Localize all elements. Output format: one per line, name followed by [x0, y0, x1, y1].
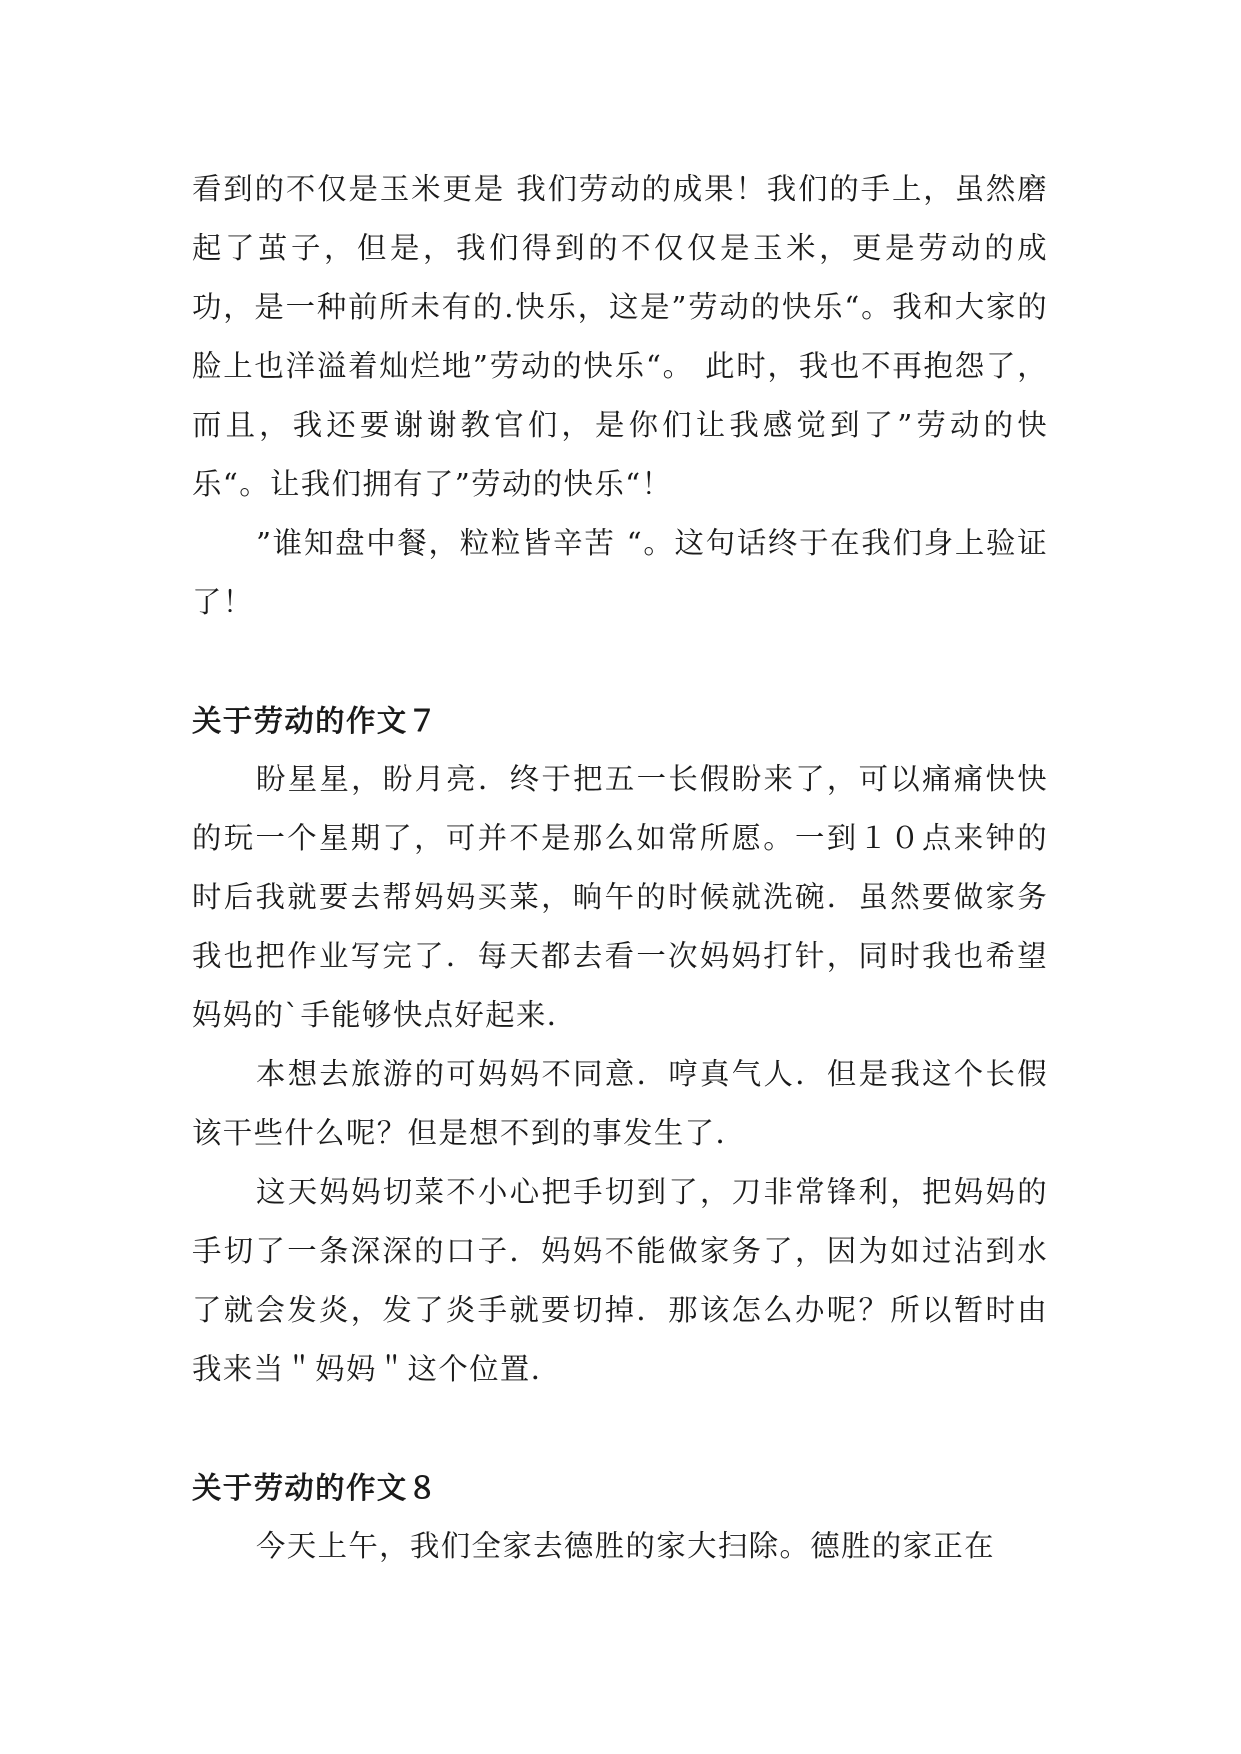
- section-gap: [192, 1399, 1048, 1458]
- essay7-paragraph-2: 本想去旅游的可妈妈不同意．哼真气人．但是我这个长假该干些什么呢？但是想不到的事发生了．: [192, 1057, 1048, 1150]
- essay7-title: 关于劳动的作文７: [192, 703, 439, 738]
- document-body: [192, 160, 1048, 1576]
- section-gap: [192, 632, 1048, 691]
- essay6-paragraph-continued: 看到的不仅是玉米更是 我们劳动的成果！我们的手上，虽然磨起了茧子，但是，我们得到的不仅仅是玉米，更是劳动的成功，是一种前所未有的.快乐，这是”劳动的快乐“。我和大家的脸上也洋溢着灿烂地”劳动的快乐“。 此时，我也不再抱怨了，而且，我还要谢谢教官们，是你们让我感觉到了”劳动的快乐“。让我们拥有了”劳动的快乐“！: [192, 172, 1048, 501]
- essay8-title: 关于劳动的作文８: [192, 1470, 439, 1505]
- essay7-paragraph-3: 这天妈妈切菜不小心把手切到了，刀非常锋利，把妈妈的手切了一条深深的口子．妈妈不能做家务了，因为如过沾到水了就会发炎，发了炎手就要切掉．那该怎么办呢？所以暂时由我来当＂妈妈＂这个位置．: [192, 1175, 1048, 1386]
- essay8-paragraph-1: 今天上午，我们全家去德胜的家大扫除。德胜的家正在: [256, 1529, 995, 1563]
- essay7-paragraph-1: 盼星星，盼月亮．终于把五一长假盼来了，可以痛痛快快的玩一个星期了，可并不是那么如常所愿。一到１０点来钟的时后我就要去帮妈妈买菜，晌午的时候就洗碗．虽然要做家务我也把作业写完了．每天都去看一次妈妈打针，同时我也希望妈妈的`手能够快点好起来．: [192, 762, 1048, 1032]
- essay6-paragraph-last: ”谁知盘中餐，粒粒皆辛苦 “。这句话终于在我们身上验证了！: [192, 526, 1048, 619]
